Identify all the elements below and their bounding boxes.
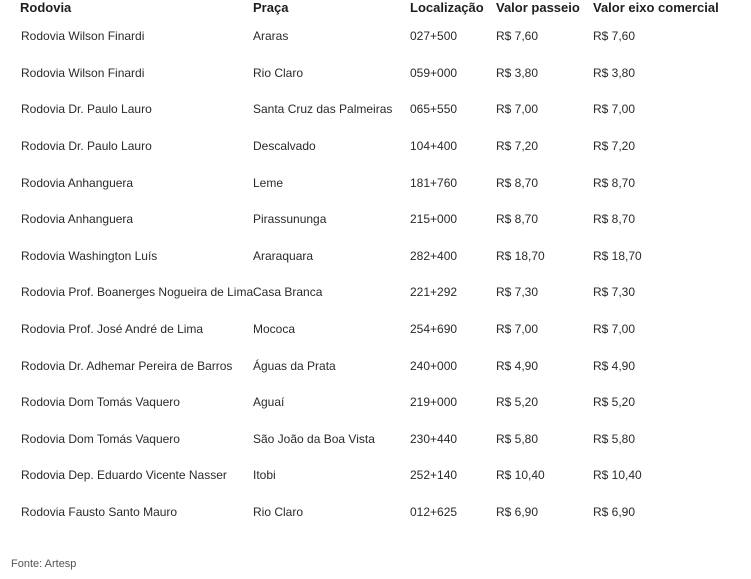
cell-valor-eixo-comercial: R$ 7,20 xyxy=(593,139,636,154)
cell-valor-eixo-comercial: R$ 8,70 xyxy=(593,212,636,227)
table-row xyxy=(0,201,751,238)
cell-valor-passeio: R$ 7,00 xyxy=(496,102,539,117)
cell-rodovia: Rodovia Anhanguera xyxy=(21,212,134,227)
cell-valor-eixo-comercial: R$ 8,70 xyxy=(593,175,636,190)
cell-praca: Águas da Prata xyxy=(253,358,336,373)
cell-praca: Itobi xyxy=(253,468,276,483)
cell-praca: São João da Boa Vista xyxy=(253,431,375,446)
table-row xyxy=(0,457,751,494)
cell-valor-eixo-comercial: R$ 7,60 xyxy=(593,29,636,44)
cell-praca: Araras xyxy=(253,29,289,44)
cell-valor-eixo-comercial: R$ 10,40 xyxy=(593,468,642,483)
cell-rodovia: Rodovia Dom Tomás Vaquero xyxy=(21,431,180,446)
cell-valor-passeio: R$ 8,70 xyxy=(496,212,539,227)
cell-valor-passeio: R$ 7,20 xyxy=(496,139,539,154)
cell-valor-eixo-comercial: R$ 5,80 xyxy=(593,431,636,446)
table-row xyxy=(0,494,751,531)
cell-rodovia: Rodovia Prof. José André de Lima xyxy=(21,322,204,337)
cell-rodovia: Rodovia Wilson Finardi xyxy=(21,29,145,44)
cell-valor-passeio: R$ 7,60 xyxy=(496,29,539,44)
cell-valor-eixo-comercial: R$ 6,90 xyxy=(593,505,636,520)
cell-localizacao: 252+140 xyxy=(410,468,458,483)
cell-rodovia: Rodovia Dr. Paulo Lauro xyxy=(21,139,152,154)
header-valor-passeio: Valor passeio xyxy=(496,0,580,15)
cell-praca: Aguaí xyxy=(253,395,285,410)
cell-valor-eixo-comercial: R$ 3,80 xyxy=(593,65,636,80)
cell-rodovia: Rodovia Washington Luís xyxy=(21,248,158,263)
cell-praca: Leme xyxy=(253,175,284,190)
table-row xyxy=(0,91,751,128)
header-valor-eixo-comercial: Valor eixo comercial xyxy=(593,0,719,15)
table-row xyxy=(0,274,751,311)
table-body xyxy=(0,18,751,530)
table-row xyxy=(0,384,751,421)
cell-rodovia: Rodovia Dom Tomás Vaquero xyxy=(21,395,180,410)
cell-valor-passeio: R$ 8,70 xyxy=(496,175,539,190)
header-rodovia: Rodovia xyxy=(20,0,72,15)
source-note: Fonte: Artesp xyxy=(11,558,77,570)
cell-valor-passeio: R$ 5,80 xyxy=(496,431,539,446)
cell-rodovia: Rodovia Fausto Santo Mauro xyxy=(21,505,178,520)
cell-localizacao: 104+400 xyxy=(410,139,458,154)
cell-praca: Rio Claro xyxy=(253,65,304,80)
cell-localizacao: 240+000 xyxy=(410,358,458,373)
cell-localizacao: 059+000 xyxy=(410,65,458,80)
cell-localizacao: 027+500 xyxy=(410,29,458,44)
cell-valor-eixo-comercial: R$ 7,00 xyxy=(593,322,636,337)
cell-rodovia: Rodovia Dr. Paulo Lauro xyxy=(21,102,152,117)
header-row xyxy=(0,0,751,18)
table-row xyxy=(0,238,751,275)
cell-praca: Santa Cruz das Palmeiras xyxy=(253,102,393,117)
cell-valor-eixo-comercial: R$ 5,20 xyxy=(593,395,636,410)
cell-valor-passeio: R$ 7,00 xyxy=(496,322,539,337)
cell-rodovia: Rodovia Dep. Eduardo Vicente Nasser xyxy=(21,468,227,483)
cell-localizacao: 230+440 xyxy=(410,431,458,446)
cell-valor-eixo-comercial: R$ 18,70 xyxy=(593,248,642,263)
cell-valor-passeio: R$ 4,90 xyxy=(496,358,539,373)
cell-valor-passeio: R$ 18,70 xyxy=(496,248,545,263)
cell-localizacao: 215+000 xyxy=(410,212,458,227)
cell-praca: Pirassununga xyxy=(253,212,327,227)
table-header xyxy=(0,0,751,18)
cell-rodovia: Rodovia Anhanguera xyxy=(21,175,134,190)
cell-praca: Araraquara xyxy=(253,248,314,263)
cell-valor-passeio: R$ 10,40 xyxy=(496,468,545,483)
cell-localizacao: 254+690 xyxy=(410,322,458,337)
table-row xyxy=(0,128,751,165)
cell-praca: Rio Claro xyxy=(253,505,304,520)
cell-valor-passeio: R$ 3,80 xyxy=(496,65,539,80)
cell-praca: Casa Branca xyxy=(253,285,323,300)
cell-localizacao: 065+550 xyxy=(410,102,458,117)
table-row xyxy=(0,164,751,201)
header-praca: Praça xyxy=(253,0,289,15)
cell-localizacao: 181+760 xyxy=(410,175,458,190)
cell-valor-eixo-comercial: R$ 4,90 xyxy=(593,358,636,373)
cell-localizacao: 012+625 xyxy=(410,505,458,520)
cell-valor-eixo-comercial: R$ 7,00 xyxy=(593,102,636,117)
table-row xyxy=(0,18,751,55)
table-row xyxy=(0,421,751,458)
table-row xyxy=(0,311,751,348)
cell-valor-passeio: R$ 5,20 xyxy=(496,395,539,410)
cell-valor-passeio: R$ 6,90 xyxy=(496,505,539,520)
cell-localizacao: 219+000 xyxy=(410,395,458,410)
cell-localizacao: 282+400 xyxy=(410,248,458,263)
table-row xyxy=(0,347,751,384)
cell-valor-eixo-comercial: R$ 7,30 xyxy=(593,285,636,300)
header-localizacao: Localização xyxy=(410,0,484,15)
cell-rodovia: Rodovia Wilson Finardi xyxy=(21,65,145,80)
cell-rodovia: Rodovia Dr. Adhemar Pereira de Barros xyxy=(21,358,233,373)
cell-valor-passeio: R$ 7,30 xyxy=(496,285,539,300)
cell-localizacao: 221+292 xyxy=(410,285,458,300)
table-row xyxy=(0,55,751,92)
cell-rodovia: Rodovia Prof. Boanerges Nogueira de Lima xyxy=(21,285,254,300)
cell-praca: Mococa xyxy=(253,322,296,337)
cell-praca: Descalvado xyxy=(253,139,316,154)
